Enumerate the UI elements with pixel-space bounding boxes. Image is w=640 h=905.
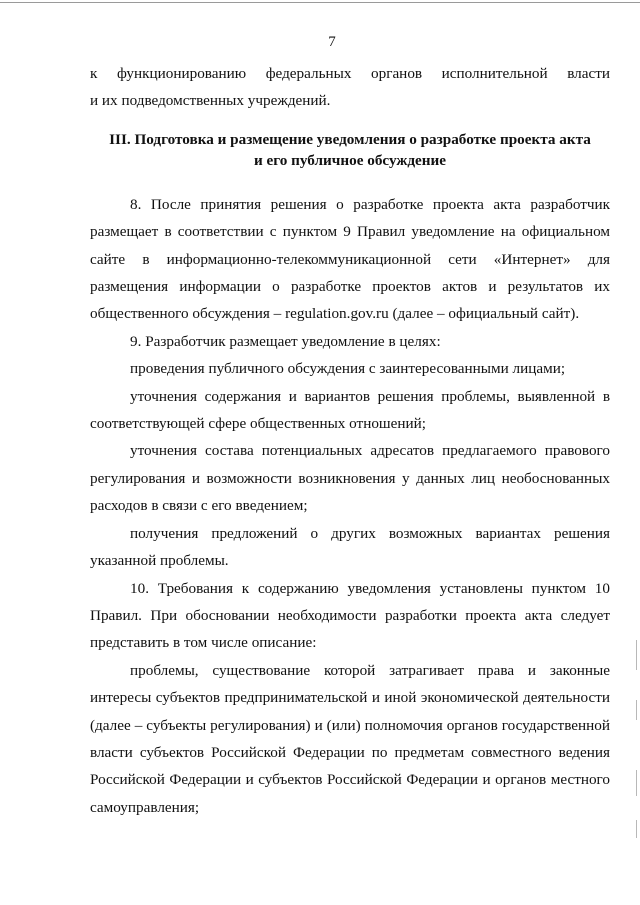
document-body <box>90 60 610 821</box>
page-number: 7 <box>328 34 336 50</box>
paragraph-9-item-2: уточнения содержания и вариантов решения проблемы, выявленной в соответствующей сфере общественных отношений; <box>90 387 610 433</box>
section-heading <box>90 129 610 171</box>
paragraph-10-item-1: проблемы, существование которой затрагивает права и законные интересы субъектов предпринимательской и иной экономической деятельности (далее – субъекты регулирования) и (или) полномочия органов государственной власти субъектов Российской Федерации по предметам совместного ведения Российской Федерации и субъектов Российской Федерации и органов местного самоуправления; <box>90 661 610 816</box>
paragraph-8: 8. После принятия решения о разработке проекта акта разработчик размещает в соответствии с пунктом 9 Правил уведомление на официальном сайте в информационно-телекоммуникационной сети «Интернет» для размещения информации о разработке проектов актов и результатов их общественного обсуждения – regulation.gov.ru (далее – официальный сайт). <box>90 195 610 323</box>
paragraph-9-item-4: получения предложений о других возможных вариантах решения указанной проблемы. <box>90 524 610 570</box>
section-heading-line-1: III. Подготовка и размещение уведомления о разработке проекта акта <box>109 130 591 148</box>
intro-line-1: к функционированию федеральных органов исполнительной власти <box>90 65 610 82</box>
scan-edge-mark <box>636 640 637 670</box>
section-heading-line-2: и его публичное обсуждение <box>253 151 447 169</box>
paragraph-10: 10. Требования к содержанию уведомления установлены пунктом 10 Правил. При обосновании необходимости разработки проекта акта следует представить в том числе описание: <box>90 579 610 652</box>
paragraph-9: 9. Разработчик размещает уведомление в целях: <box>130 332 441 350</box>
scan-edge-mark <box>636 770 637 796</box>
paragraph-9-item-1: проведения публичного обсуждения с заинтересованными лицами; <box>130 360 566 378</box>
scan-border-line <box>0 2 640 3</box>
intro-line-2: и их подведомственных учреждений. <box>90 92 331 110</box>
scan-edge-mark <box>636 820 637 838</box>
scan-edge-mark <box>636 700 637 720</box>
paragraph-9-item-3: уточнения состава потенциальных адресатов предлагаемого правового регулирования и возможности возникновения у данных лиц необоснованных расходов в связи с его введением; <box>90 442 610 515</box>
